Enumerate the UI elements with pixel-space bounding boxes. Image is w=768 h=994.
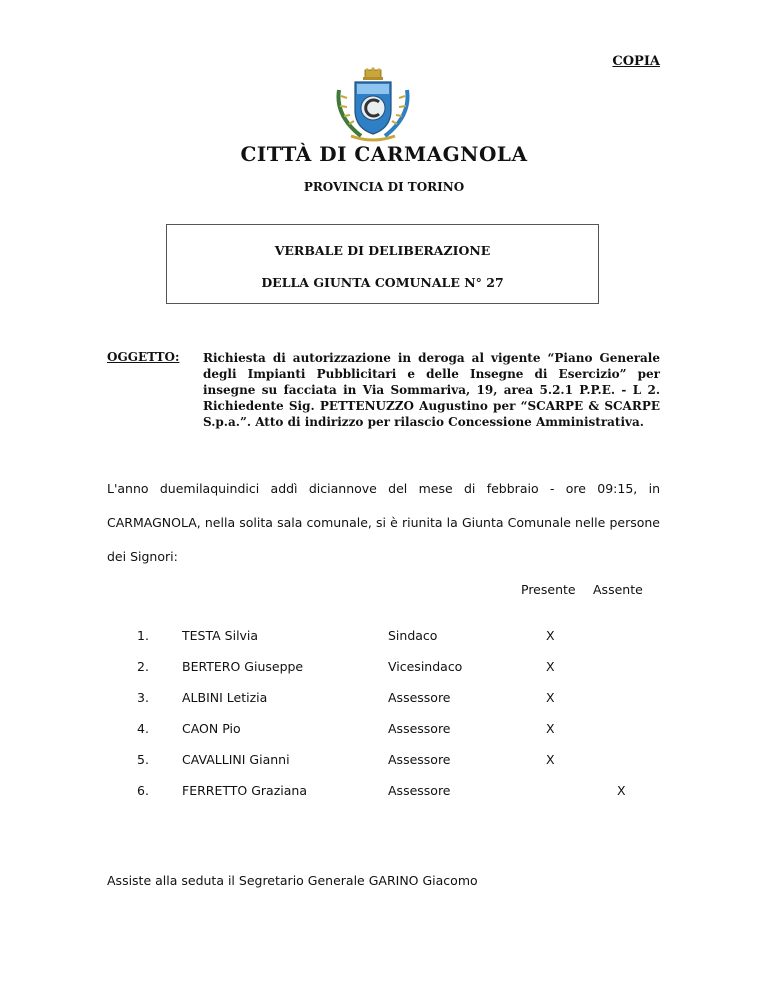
member-role: Assessore xyxy=(388,690,451,705)
assist-line: Assiste alla seduta il Segretario Generale GARINO Giacomo xyxy=(107,873,478,888)
table-row xyxy=(0,783,768,803)
present-mark: X xyxy=(546,752,555,767)
deliberation-box xyxy=(166,224,599,304)
present-mark: X xyxy=(546,659,555,674)
column-header-absent: Assente xyxy=(593,582,643,597)
row-number: 2. xyxy=(137,659,149,674)
present-mark: X xyxy=(546,628,555,643)
table-row xyxy=(0,690,768,710)
member-name: CAVALLINI Gianni xyxy=(182,752,290,767)
province-title: PROVINCIA DI TORINO xyxy=(303,180,465,194)
member-role: Sindaco xyxy=(388,628,438,643)
oggetto-text: Richiesta di autorizzazione in deroga al vigente “Piano Generale degli Impianti Pubblicitari e delle Insegne di Esercizio” per insegne su facciata in Via Sommariva, 19, area 5.2.1 P.P.E. - L 2. Richiedente Sig. PETTENUZZO Augustino per “SCARPE & SCARPE S.p.a.”. Atto di indirizzo per rilascio Concessione Amministrativa. xyxy=(203,351,660,429)
city-crest-icon xyxy=(331,66,415,144)
absent-mark: X xyxy=(617,783,626,798)
present-mark: X xyxy=(546,721,555,736)
intro-paragraph: L'anno duemilaquindici addì diciannove del mese di febbraio - ore 09:15, in CARMAGNOLA, nella solita sala comunale, si è riunita la Giunta Comunale nelle persone dei Signori: xyxy=(107,481,660,564)
member-name: TESTA Silvia xyxy=(182,628,259,643)
row-number: 3. xyxy=(137,690,149,705)
row-number: 6. xyxy=(137,783,149,798)
row-number: 1. xyxy=(137,628,149,643)
table-row xyxy=(0,659,768,679)
city-title: CITTÀ DI CARMAGNOLA xyxy=(240,142,528,166)
member-role: Assessore xyxy=(388,783,451,798)
member-name: CAON Pio xyxy=(182,721,241,736)
member-role: Assessore xyxy=(388,721,451,736)
table-row xyxy=(0,752,768,772)
column-header-present: Presente xyxy=(521,582,576,597)
oggetto-label: OGGETTO: xyxy=(107,350,180,364)
member-name: BERTERO Giuseppe xyxy=(182,659,304,674)
row-number: 4. xyxy=(137,721,149,736)
member-role: Assessore xyxy=(388,752,451,767)
table-row xyxy=(0,721,768,741)
table-row xyxy=(0,628,768,648)
deliberation-title: VERBALE DI DELIBERAZIONE xyxy=(274,243,491,258)
copia-label: COPIA xyxy=(612,54,660,69)
row-number: 5. xyxy=(137,752,149,767)
member-name: FERRETTO Graziana xyxy=(182,783,307,798)
present-mark: X xyxy=(546,690,555,705)
deliberation-number: DELLA GIUNTA COMUNALE N° 27 xyxy=(261,275,504,290)
member-role: Vicesindaco xyxy=(388,659,463,674)
member-name: ALBINI Letizia xyxy=(182,690,268,705)
